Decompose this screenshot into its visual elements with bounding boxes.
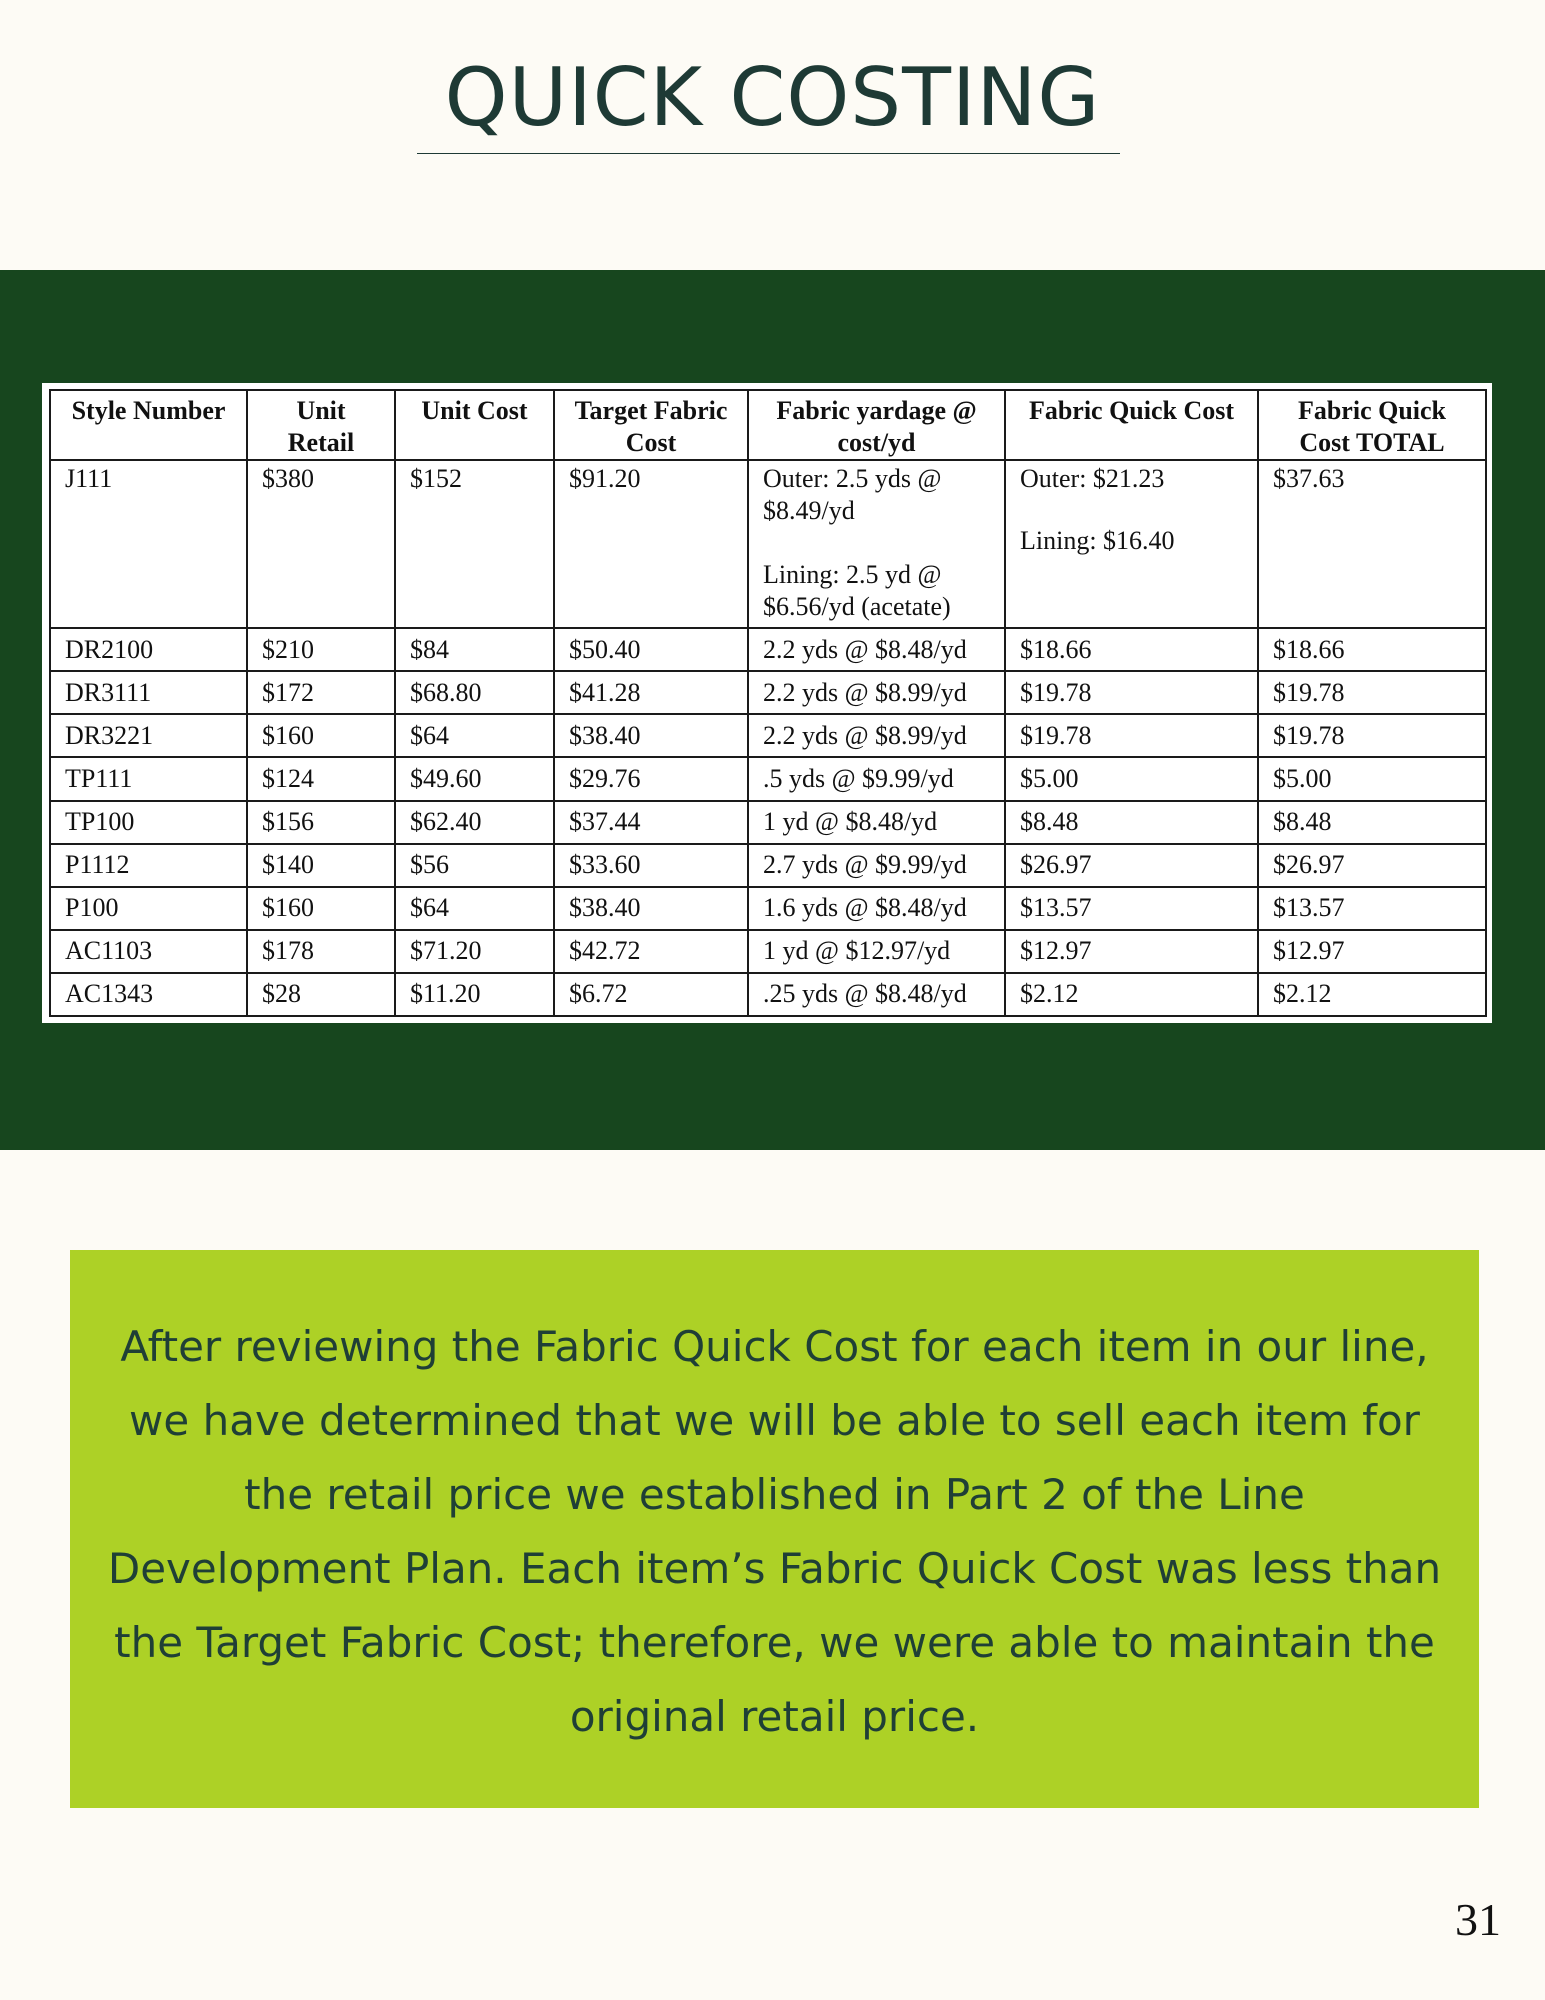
cell-fabric-quick-cost-total: $37.63	[1258, 460, 1486, 628]
cell-fabric-yardage: 2.7 yds @ $9.99/yd	[748, 844, 1005, 887]
table-row	[50, 714, 1486, 757]
table-header-row	[50, 390, 1486, 460]
cell-style-number: DR3111	[50, 671, 247, 714]
cell-style-number: P100	[50, 887, 247, 930]
cell-style-number: J111	[50, 460, 247, 628]
cell-fabric-quick-cost-total: $12.97	[1258, 930, 1486, 973]
cell-unit-retail: $156	[247, 801, 395, 844]
summary-text: After reviewing the Fabric Quick Cost for each item in our line, we have determined that we will be able to sell each item for the retail price we established in Part 2 of the Line Development Plan. Each item’s Fabric Quick Cost was less than the Target Fabric Cost; therefore, we were able to maintain the original retail price.	[107, 1322, 1442, 1741]
cell-target-fabric-cost: $38.40	[554, 887, 748, 930]
cell-target-fabric-cost: $42.72	[554, 930, 748, 973]
cell-unit-cost: $68.80	[395, 671, 554, 714]
table-row	[50, 844, 1486, 887]
table-row	[50, 801, 1486, 844]
header-style-number: Style Number	[50, 390, 247, 460]
page-title: QUICK COSTING	[444, 51, 1101, 144]
cell-unit-retail: $380	[247, 460, 395, 628]
cell-target-fabric-cost: $29.76	[554, 757, 748, 800]
cell-target-fabric-cost: $50.40	[554, 628, 748, 671]
cell-fabric-quick-cost: $19.78	[1005, 714, 1258, 757]
cell-unit-retail: $28	[247, 973, 395, 1016]
cell-fabric-yardage	[748, 460, 1005, 628]
cell-fabric-yardage: 2.2 yds @ $8.99/yd	[748, 714, 1005, 757]
header-fabric-yardage: Fabric yardage @ cost/yd	[748, 390, 1005, 460]
cell-unit-cost: $84	[395, 628, 554, 671]
cell-fabric-quick-cost-total: $19.78	[1258, 671, 1486, 714]
header-fabric-quick-cost-total: Fabric Quick Cost TOTAL	[1258, 390, 1486, 460]
cell-fabric-yardage: 1.6 yds @ $8.48/yd	[748, 887, 1005, 930]
cell-fabric-yardage: 2.2 yds @ $8.99/yd	[748, 671, 1005, 714]
cell-fabric-quick-cost-total: $18.66	[1258, 628, 1486, 671]
cell-target-fabric-cost: $41.28	[554, 671, 748, 714]
cell-target-fabric-cost: $38.40	[554, 714, 748, 757]
cell-fabric-quick-cost	[1005, 460, 1258, 628]
table-row	[50, 973, 1486, 1016]
cell-unit-retail: $172	[247, 671, 395, 714]
cell-unit-cost: $49.60	[395, 757, 554, 800]
table-row	[50, 930, 1486, 973]
cell-target-fabric-cost: $91.20	[554, 460, 748, 628]
header-unit-cost: Unit Cost	[395, 390, 554, 460]
cell-fabric-quick-cost: $12.97	[1005, 930, 1258, 973]
cell-unit-cost: $11.20	[395, 973, 554, 1016]
cell-fabric-quick-cost-total: $8.48	[1258, 801, 1486, 844]
cell-unit-retail: $124	[247, 757, 395, 800]
quick-cost-lining: Lining: $16.40	[1020, 526, 1175, 555]
cell-target-fabric-cost: $33.60	[554, 844, 748, 887]
cell-fabric-yardage: 2.2 yds @ $8.48/yd	[748, 628, 1005, 671]
cell-fabric-quick-cost-total: $2.12	[1258, 973, 1486, 1016]
cell-unit-retail: $210	[247, 628, 395, 671]
cell-target-fabric-cost: $6.72	[554, 973, 748, 1016]
cell-fabric-quick-cost: $2.12	[1005, 973, 1258, 1016]
cell-fabric-quick-cost: $18.66	[1005, 628, 1258, 671]
cell-fabric-quick-cost: $8.48	[1005, 801, 1258, 844]
cell-unit-retail: $160	[247, 887, 395, 930]
cell-style-number: TP100	[50, 801, 247, 844]
cell-style-number: TP111	[50, 757, 247, 800]
cell-fabric-yardage: .5 yds @ $9.99/yd	[748, 757, 1005, 800]
costing-table	[49, 389, 1487, 1017]
cell-target-fabric-cost: $37.44	[554, 801, 748, 844]
spacer	[1020, 495, 1243, 525]
cell-style-number: P1112	[50, 844, 247, 887]
table-row	[50, 887, 1486, 930]
cell-fabric-quick-cost: $19.78	[1005, 671, 1258, 714]
cell-fabric-quick-cost: $13.57	[1005, 887, 1258, 930]
cell-style-number: DR2100	[50, 628, 247, 671]
quick-cost-outer: Outer: $21.23	[1020, 464, 1165, 493]
yardage-lining: Lining: 2.5 yd @ $6.56/yd (acetate)	[763, 560, 951, 621]
cell-unit-cost: $71.20	[395, 930, 554, 973]
cell-unit-retail: $140	[247, 844, 395, 887]
table-row	[50, 628, 1486, 671]
cell-fabric-quick-cost: $5.00	[1005, 757, 1258, 800]
header-target-fabric-cost: Target Fabric Cost	[554, 390, 748, 460]
table-row	[50, 757, 1486, 800]
cell-unit-retail: $160	[247, 714, 395, 757]
cell-unit-cost: $56	[395, 844, 554, 887]
cell-unit-cost: $62.40	[395, 801, 554, 844]
cell-unit-cost: $64	[395, 887, 554, 930]
cell-style-number: AC1343	[50, 973, 247, 1016]
cell-fabric-quick-cost-total: $19.78	[1258, 714, 1486, 757]
costing-table-frame	[42, 383, 1492, 1023]
table-row	[50, 460, 1486, 628]
cell-unit-cost: $64	[395, 714, 554, 757]
cell-unit-cost: $152	[395, 460, 554, 628]
header-unit-retail: Unit Retail	[247, 390, 395, 460]
cell-fabric-quick-cost-total: $5.00	[1258, 757, 1486, 800]
cell-fabric-quick-cost-total: $13.57	[1258, 887, 1486, 930]
header-fabric-quick-cost: Fabric Quick Cost	[1005, 390, 1258, 460]
cell-unit-retail: $178	[247, 930, 395, 973]
cell-fabric-quick-cost: $26.97	[1005, 844, 1258, 887]
cell-fabric-quick-cost-total: $26.97	[1258, 844, 1486, 887]
cell-fabric-yardage: 1 yd @ $12.97/yd	[748, 930, 1005, 973]
title-underline	[417, 153, 1120, 154]
summary-box	[70, 1250, 1479, 1808]
yardage-outer: Outer: 2.5 yds @ $8.49/yd	[763, 464, 942, 525]
cell-fabric-yardage: 1 yd @ $8.48/yd	[748, 801, 1005, 844]
cell-style-number: DR3221	[50, 714, 247, 757]
cell-fabric-yardage: .25 yds @ $8.48/yd	[748, 973, 1005, 1016]
table-row	[50, 671, 1486, 714]
spacer	[763, 527, 990, 559]
page-number: 31	[1455, 1894, 1501, 1945]
cell-style-number: AC1103	[50, 930, 247, 973]
